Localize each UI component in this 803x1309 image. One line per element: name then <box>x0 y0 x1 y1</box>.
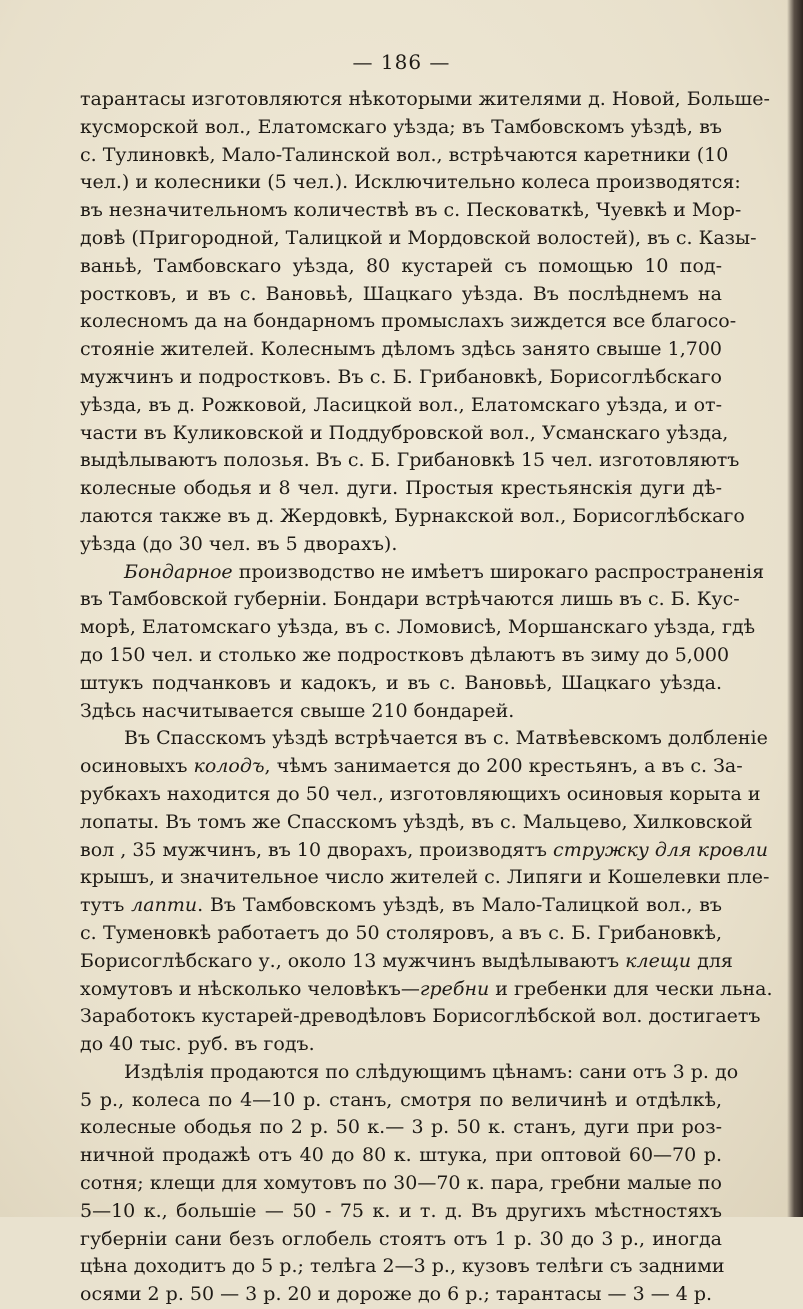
text-run: крышъ, и значительное число жителей с. Липяги и Кошелевки пле- <box>80 866 770 889</box>
text-line <box>80 1087 722 1115</box>
text-run: , чѣмъ занимается до 200 крестьянъ, а въ с. За- <box>264 755 743 778</box>
text-run: производство не имѣетъ широкаго распространенія <box>232 560 765 583</box>
paragraph <box>80 86 770 559</box>
text-run: Заработокъ кустарей-древодѣловъ Борисоглѣбской вол. достигаетъ <box>80 1005 761 1028</box>
text-line <box>80 308 737 336</box>
text-run: штукъ подчанковъ и кадокъ, и въ с. Вановьѣ, Шацкаго уѣзда. <box>80 671 722 694</box>
text-line <box>80 920 722 948</box>
text-line <box>80 1253 725 1281</box>
text-line <box>80 169 741 197</box>
text-run: для <box>691 949 733 972</box>
text-run: колесномъ да на бондарномъ промыслахъ зиждется все благосо- <box>80 310 737 333</box>
text-line <box>80 1142 722 1170</box>
text-run: губерніи сани безъ оглобель стоятъ отъ 1 р. 30 до 3 р., иногда <box>80 1227 722 1250</box>
text-run: тарантасы изготовляются нѣкоторыми жителями д. Новой, Больше- <box>80 88 770 110</box>
text-run: Здѣсь насчитывается свыше 210 бондарей. <box>80 699 515 722</box>
text-line <box>80 364 722 392</box>
text-line <box>80 837 768 865</box>
text-line <box>80 864 770 892</box>
text-run: до 40 тыс. руб. въ годъ. <box>80 1033 315 1056</box>
text-run: морѣ, Елатомскаго уѣзда, въ с. Ломовисѣ, Моршанскаго уѣзда, гдѣ <box>80 616 756 639</box>
text-line <box>80 142 729 170</box>
text-run: цѣна доходитъ до 5 р.; телѣга 2—3 р., кузовъ телѣги съ задними <box>80 1255 725 1278</box>
text-line <box>80 336 722 364</box>
text-line <box>80 642 730 670</box>
text-line <box>80 976 773 1004</box>
text-line <box>80 753 743 781</box>
text-run: вол , 35 мужчинъ, въ 10 дворахъ, производятъ <box>80 838 554 861</box>
text-run: сотня; клещи для хомутовъ по 30—70 к. пара, гребни малые по <box>80 1172 722 1195</box>
text-line <box>80 725 768 753</box>
text-run: уѣзда, въ д. Рожковой, Ласицкой вол., Елатомскаго уѣзда, и от- <box>80 393 722 416</box>
text-run: и гребенки для чески льна. <box>489 977 773 1000</box>
text-line <box>80 1226 722 1254</box>
text-run: колесные ободья и 8 чел. дуги. Простыя крестьянскія дуги дѣ- <box>80 477 722 500</box>
emphasized-term: колодъ <box>193 755 265 778</box>
text-run: довѣ (Пригородной, Талицкой и Мордовской волостей), въ с. Казы- <box>80 226 757 249</box>
emphasized-term: Бондарное <box>124 560 233 583</box>
text-run: ваньѣ, Тамбовскаго уѣзда, 80 кустарей съ помощью 10 под- <box>80 254 722 277</box>
emphasized-term: гребни <box>419 977 490 1000</box>
text-run: уѣзда (до 30 чел. въ 5 дворахъ). <box>80 532 398 555</box>
text-run: 5 р., колеса по 4—10 р. станъ, смотря по величинѣ и отдѣлкѣ, <box>80 1088 722 1111</box>
body-text <box>80 86 773 1309</box>
text-run: кусморской вол., Елатомскаго уѣзда; въ Тамбовскомъ уѣздѣ, въ <box>80 115 722 138</box>
text-run: стояніе жителей. Колеснымъ дѣломъ здѣсь занято свыше 1,700 <box>80 338 722 361</box>
text-line <box>80 197 742 225</box>
text-line <box>80 475 722 503</box>
text-run: ничной продажѣ отъ 40 до 80 к. штука, при оптовой 60—70 р. <box>80 1144 722 1167</box>
text-run: въ Тамбовской губерніи. Бондари встрѣчаются лишь въ с. Б. Кус- <box>80 588 740 611</box>
text-line <box>80 1059 739 1087</box>
text-line <box>80 392 722 420</box>
text-run: осями 2 р. 50 — 3 р. 20 и дороже до 6 р.; тарантасы — 3 — 4 р. <box>80 1283 713 1306</box>
text-run: до 150 чел. и столько же подростковъ дѣлаютъ въ зиму до 5,000 <box>80 643 730 666</box>
text-line <box>80 281 722 309</box>
text-line <box>80 253 722 281</box>
text-run: тутъ <box>80 894 132 917</box>
text-line <box>80 614 756 642</box>
text-line <box>80 225 757 253</box>
text-line <box>80 670 722 698</box>
text-line <box>80 559 765 587</box>
text-line <box>80 781 761 809</box>
text-run: лаются также въ д. Жердовкѣ, Бурнакской вол., Борисоглѣбскаго <box>80 504 745 527</box>
text-run: выдѣлываютъ полозья. Въ с. Б. Грибановкѣ 15 чел. изготовляютъ <box>80 449 740 472</box>
text-line <box>80 1031 722 1059</box>
page-number: — 186 — <box>352 50 451 74</box>
text-run: Борисоглѣбскаго у., около 13 мужчинъ выдѣлываютъ <box>80 949 626 972</box>
paragraph <box>80 1059 739 1309</box>
text-run: . Въ Тамбовскомъ уѣздѣ, въ Мало-Талицкой вол., въ <box>197 894 722 917</box>
text-run: части въ Куликовской и Поддубровской вол., Усманскаго уѣзда, <box>80 421 729 444</box>
paragraph <box>80 559 765 726</box>
text-run: с. Туменовкѣ работаетъ до 50 столяровъ, а въ с. Б. Грибановкѣ, <box>80 921 722 944</box>
text-line <box>80 1170 722 1198</box>
text-run: мужчинъ и подростковъ. Въ с. Б. Грибановкѣ, Борисоглѣбскаго <box>80 365 722 388</box>
text-line <box>80 420 729 448</box>
text-line <box>80 586 740 614</box>
book-spine-shadow <box>787 0 803 1217</box>
text-run: Въ Спасскомъ уѣздѣ встрѣчается въ с. Матвѣевскомъ долбленіе <box>124 727 768 750</box>
text-line <box>80 114 722 142</box>
text-run: с. Тулиновкѣ, Мало-Талинской вол., встрѣчаются каретники (10 <box>80 143 729 166</box>
text-run: ростковъ, и въ с. Вановьѣ, Шацкаго уѣзда. Въ послѣднемъ на <box>80 282 722 305</box>
emphasized-term: лапти <box>131 894 198 917</box>
text-run: лопаты. Въ томъ же Спасскомъ уѣздѣ, въ с. Мальцево, Хилковской <box>80 810 753 833</box>
text-run: чел.) и колесники (5 чел.). Исключительно колеса производятся: <box>80 171 741 194</box>
text-run: осиновыхъ <box>80 755 194 778</box>
text-line <box>80 948 733 976</box>
text-run: въ незначительномъ количествѣ въ с. Песковаткѣ, Чуевкѣ и Мор- <box>80 199 742 222</box>
text-run: Издѣлія продаются по слѣдующимъ цѣнамъ: сани отъ 3 р. до <box>124 1060 739 1083</box>
text-line <box>80 892 722 920</box>
text-line <box>80 698 722 726</box>
text-line <box>80 1003 761 1031</box>
emphasized-term: стружку для кровли <box>553 838 768 861</box>
text-run: 5—10 к., большіе — 50 - 75 к. и т. д. Въ другихъ мѣстностяхъ <box>80 1199 722 1222</box>
text-run: колесные ободья по 2 р. 50 к.— 3 р. 50 к. станъ, дуги при роз- <box>80 1116 722 1139</box>
text-line <box>80 531 722 559</box>
text-line <box>80 503 745 531</box>
text-line <box>80 1281 722 1309</box>
text-run: рубкахъ находится до 50 чел., изготовляющихъ осиновыя корыта и <box>80 782 761 805</box>
emphasized-term: клещи <box>625 949 692 972</box>
text-line <box>80 809 753 837</box>
text-run: хомутовъ и нѣсколько человѣкъ— <box>80 977 420 1000</box>
text-line <box>80 447 740 475</box>
text-line <box>80 1114 722 1142</box>
paragraph <box>80 725 773 1059</box>
text-line <box>80 1198 722 1226</box>
text-line <box>80 86 770 114</box>
